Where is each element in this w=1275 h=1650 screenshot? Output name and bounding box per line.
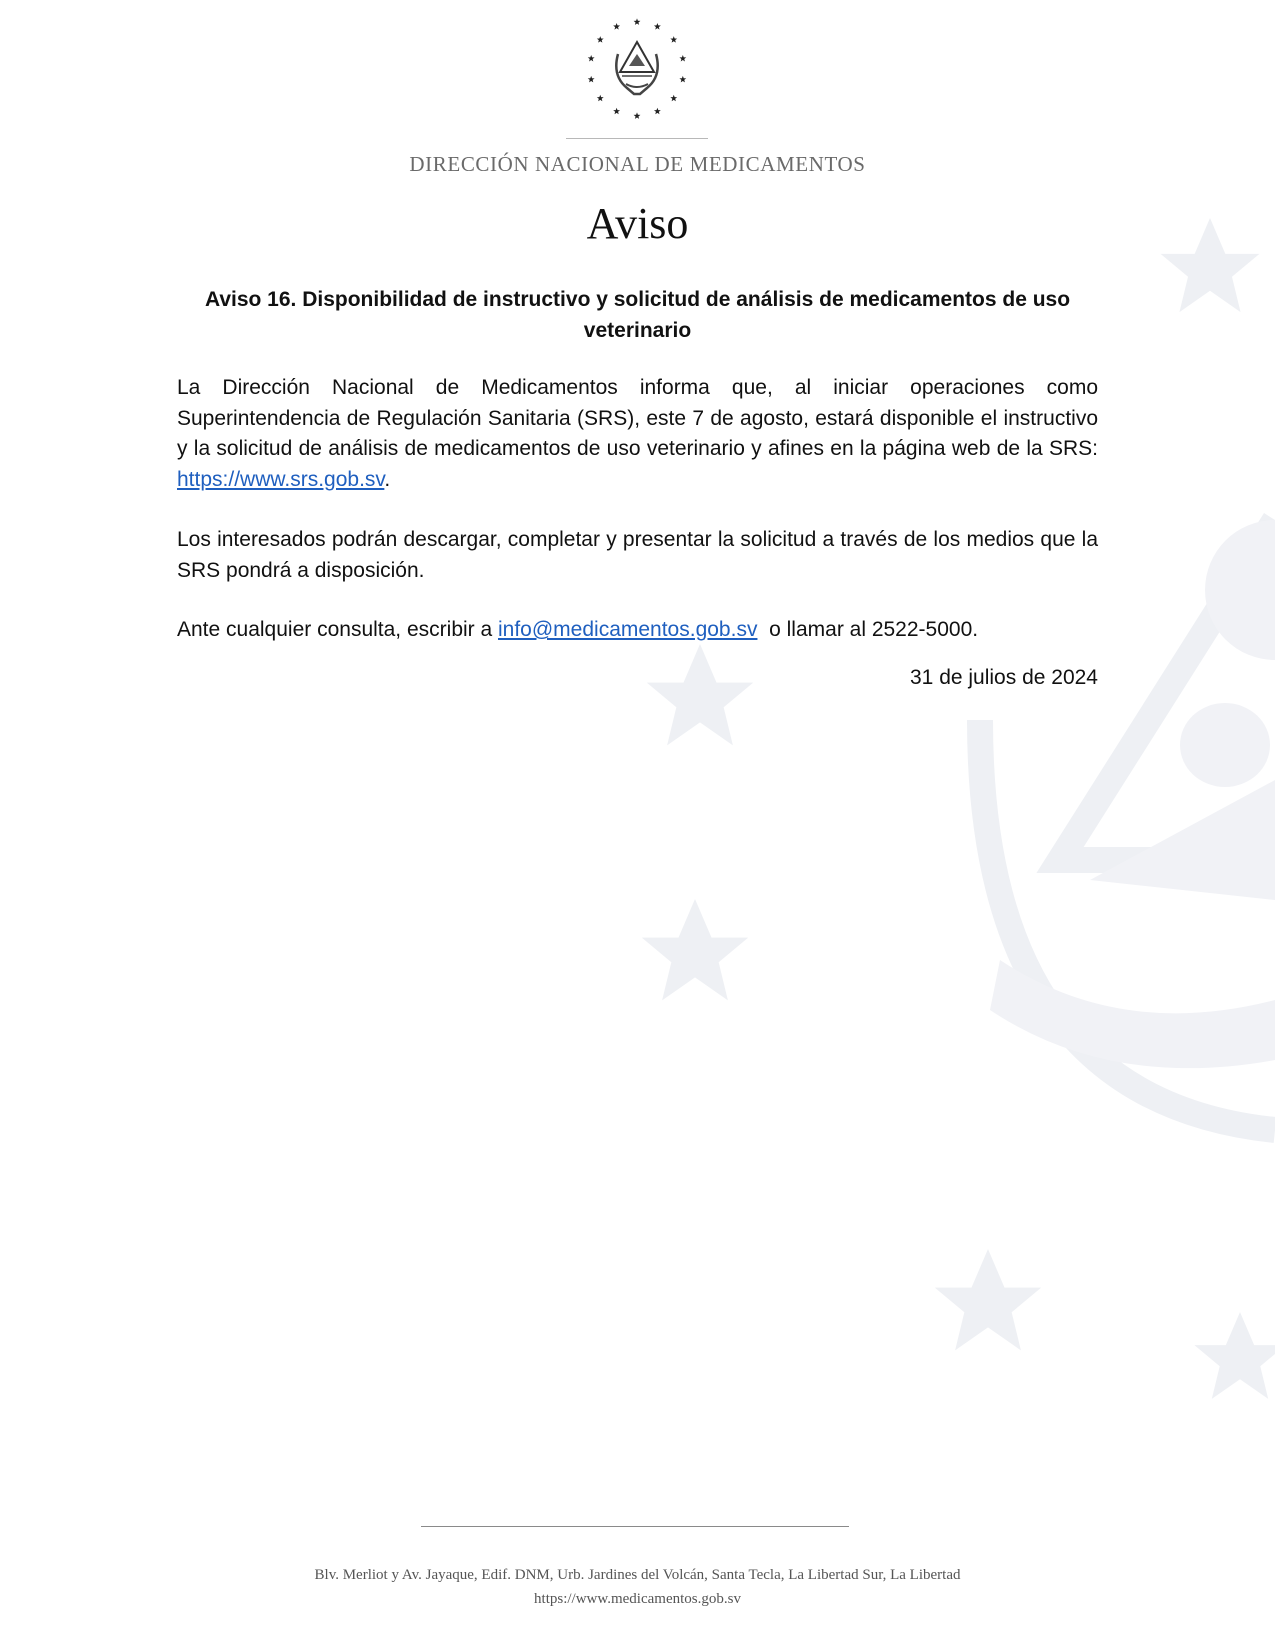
- footer-address: Blv. Merliot y Av. Jayaque, Edif. DNM, Urb. Jardines del Volcán, Santa Tecla, La Libertad Sur, La Libertad: [314, 1567, 961, 1583]
- crest-star-icon: [597, 36, 604, 43]
- national-coat-of-arms-icon: [582, 14, 692, 124]
- crest-star-icon: [670, 36, 677, 43]
- crest-star-icon: [670, 95, 677, 102]
- crest-star-icon: [597, 95, 604, 102]
- notice-date: 31 de julios de 2024: [910, 666, 1098, 689]
- paragraph-end: .: [384, 467, 391, 491]
- footer-url: https://www.medicamentos.gob.sv: [534, 1591, 741, 1607]
- srs-website-link[interactable]: https://www.srs.gob.sv: [177, 467, 385, 491]
- organization-name: DIRECCIÓN NACIONAL DE MEDICAMENTOS: [409, 152, 866, 176]
- crest-star-icon: [654, 23, 661, 30]
- crest-star-icon: [679, 76, 686, 83]
- crest-star-icon: [588, 55, 595, 62]
- notice-title: Aviso 16. Disponibilidad de instructivo y solicitud de análisis de medicamentos de uso veterinario: [204, 288, 1071, 342]
- paragraph-text: La Dirección Nacional de Medicamentos informa que, al iniciar operaciones como Superintendencia de Regulación Sanitaria (SRS), este 7 de agosto, estará disponible el instructivo y la solicitud de análisis de medicamentos de uso veterinario y afines en la página web de la SRS:: [177, 376, 1098, 460]
- email-link[interactable]: info@medicamentos.gob.sv: [498, 618, 758, 641]
- crest-star-icon: [679, 55, 686, 62]
- phone-text: o llamar al 2522-5000.: [757, 618, 979, 641]
- paragraph-instructions: Los interesados podrán descargar, completar y presentar la solicitud a través de los medios que la SRS pondrá a disposición.: [177, 528, 1098, 582]
- crest-star-icon: [588, 76, 595, 83]
- crest-star-icon: [613, 23, 620, 30]
- paragraph-contact: [177, 615, 1098, 646]
- footer-divider: [421, 1526, 849, 1527]
- paragraph-announcement: [177, 373, 1098, 495]
- page-title: Aviso: [586, 199, 689, 248]
- crest-star-icon: [613, 108, 620, 115]
- crest-star-icon: [634, 18, 641, 25]
- crest-star-icon: [634, 112, 641, 119]
- header-divider: [566, 138, 708, 139]
- contact-text: Ante cualquier consulta, escribir a: [177, 618, 498, 641]
- crest-star-icon: [654, 108, 661, 115]
